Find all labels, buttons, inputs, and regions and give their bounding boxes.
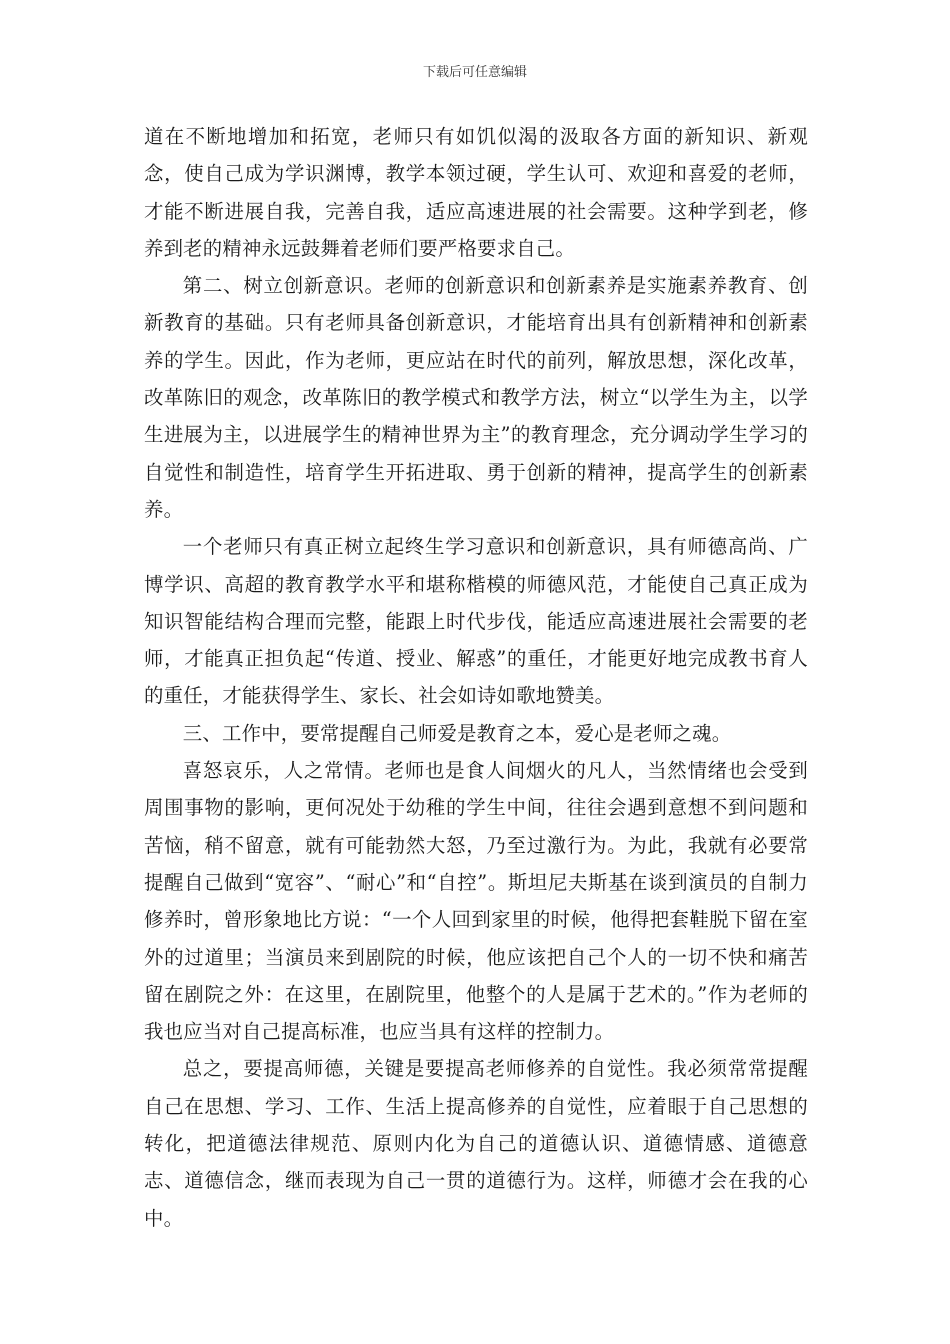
- document-body: [144, 118, 808, 1237]
- paragraph-conclusion: 总之，要提高师德，关键是要提高老师修养的自觉性。我必须常常提醒自己在思想、学习、工作、生活上提高修养的自觉性，应着眼于自己思想的转化，把道德法律规范、原则内化为自己的道德认识、道德情感、道德意志、道德信念，继而表现为自己一贯的道德行为。这样，师德才会在我的心中。: [144, 1057, 808, 1230]
- paragraph-emotions-self-control: 喜怒哀乐，人之常情。老师也是食人间烟火的凡人，当然情绪也会受到周围事物的影响，更何况处于幼稚的学生中间，往往会遇到意想不到问题和苦恼，稍不留意，就有可能勃然大怒，乃至过激行为。为此，我就有必要常提醒自己做到“宽容”、“耐心”和“自控”。斯坦尼夫斯基在谈到演员的自制力修养时，曾形象地比方说：“一个人回到家里的时候，他得把套鞋脱下留在室外的过道里；当演员来到剧院的时候，他应该把自己个人的一切不快和痛苦留在剧院之外：在这里，在剧院里，他整个的人是属于艺术的。”作为老师的我也应当对自己提高标准，也应当具有这样的控制力。: [144, 759, 808, 1044]
- paragraph-innovation-awareness: 第二、树立创新意识。老师的创新意识和创新素养是实施素养教育、创新教育的基础。只有老师具备创新意识，才能培育出具有创新精神和创新素养的学生。因此，作为老师，更应站在时代的前列，解放思想，深化改革，改革陈旧的观念，改革陈旧的教学模式和教学方法，树立“以学生为主，以学生进展为主，以进展学生的精神世界为主”的教育理念，充分调动学生学习的自觉性和制造性，培育学生开拓进取、勇于创新的精神，提高学生的创新素养。: [144, 274, 808, 521]
- paragraph-lifelong-learning: 一个老师只有真正树立起终生学习意识和创新意识，具有师德高尚、广博学识、高超的教育教学水平和堪称楷模的师德风范，才能使自己真正成为知识智能结构合理而完整，能跟上时代步伐，能适应高速进展社会需要的老师，才能真正担负起“传道、授业、解惑”的重任，才能更好地完成教书育人的重任，才能获得学生、家长、社会如诗如歌地赞美。: [144, 535, 808, 708]
- page-header: 下载后可任意编辑: [422, 65, 527, 80]
- paragraph-continued: 道在不断地增加和拓宽，老师只有如饥似渴的汲取各方面的新知识、新观念，使自己成为学识渊博，教学本领过硬，学生认可、欢迎和喜爱的老师，才能不断进展自我，完善自我，适应高速进展的社会需要。这种学到老，修养到老的精神永远鼓舞着老师们要严格要求自己。: [144, 125, 808, 260]
- section-heading-three: 三、工作中，要常提醒自己师爱是教育之本，爱心是老师之魂。: [182, 721, 732, 745]
